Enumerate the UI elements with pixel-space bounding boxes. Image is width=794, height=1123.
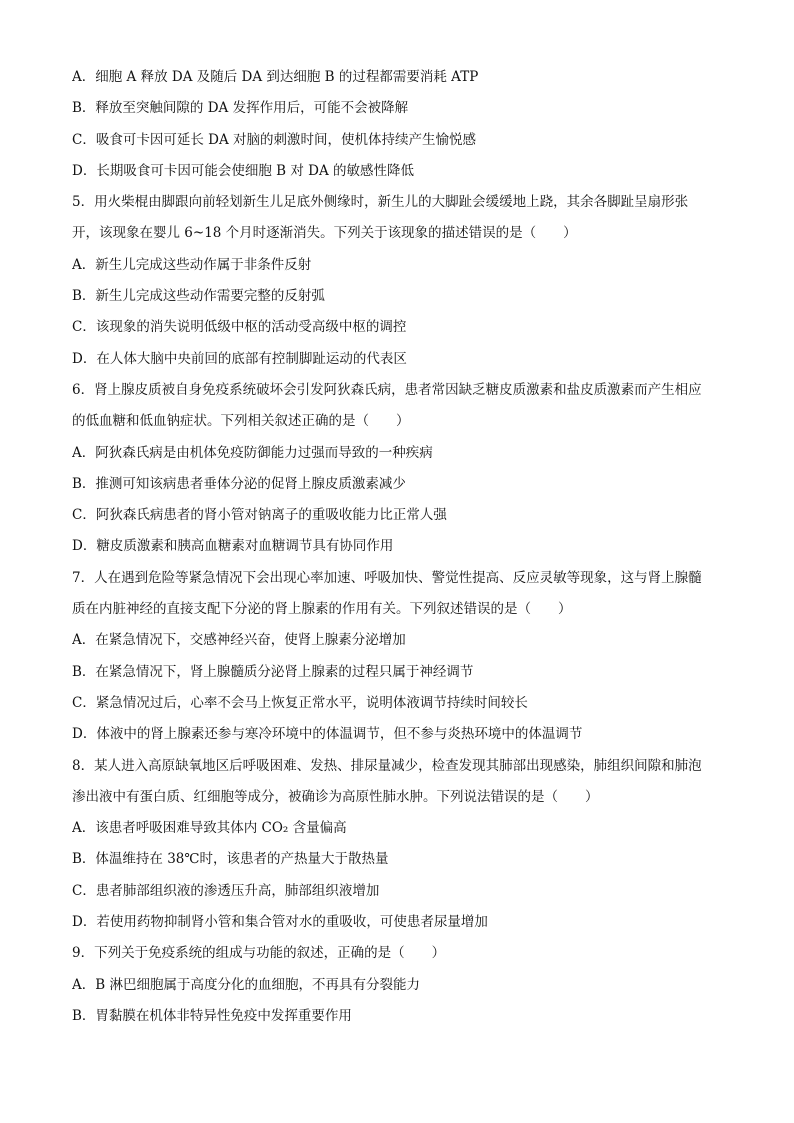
q8-option-d: D．若使用药物抑制肾小管和集合管对水的重吸收，可使患者尿量增加 <box>72 914 488 931</box>
exam-page <box>72 62 732 1032</box>
q6-option-a: A．阿狄森氏病是由机体免疫防御能力过强而导致的一种疾病 <box>72 444 433 461</box>
q6-stem-line-1: 6．肾上腺皮质被自身免疫系统破坏会引发阿狄森氏病，患者常因缺乏糖皮质激素和盐皮质激素而产生相应 <box>72 381 702 398</box>
q8-stem-line-2: 渗出液中有蛋白质、红细胞等成分，被确诊为高原性肺水肿。下列说法错误的是（ ） <box>72 788 599 805</box>
q7-option-b: B．在紧急情况下，肾上腺髓质分泌肾上腺素的过程只属于神经调节 <box>72 663 474 680</box>
q6-option-d: D．糖皮质激素和胰高血糖素对血糖调节具有协同作用 <box>72 538 394 555</box>
q7-option-c: C．紧急情况过后，心率不会马上恢复正常水平，说明体液调节持续时间较长 <box>72 694 528 711</box>
q7-stem-line-2: 质在内脏神经的直接支配下分泌的肾上腺素的作用有关。下列叙述错误的是（ ） <box>72 601 572 618</box>
q4-option-b: B．释放至突触间隙的 DA 发挥作用后，可能不会被降解 <box>72 100 409 117</box>
q5-option-c: C．该现象的消失说明低级中枢的活动受高级中枢的调控 <box>72 319 407 336</box>
q9-option-b: B．胃黏膜在机体非特异性免疫中发挥重要作用 <box>72 1007 352 1024</box>
q7-option-a: A．在紧急情况下，交感神经兴奋，使肾上腺素分泌增加 <box>72 632 406 649</box>
q4-option-a: A．细胞 A 释放 DA 及随后 DA 到达细胞 B 的过程都需要消耗 ATP <box>72 69 479 85</box>
q5-option-d: D．在人体大脑中央前回的底部有控制脚趾运动的代表区 <box>72 350 407 367</box>
q5-stem-line-1: 5．用火柴棍由脚跟向前轻划新生儿足底外侧缘时，新生儿的大脚趾会缓缓地上跷，其余各脚趾呈扇形张 <box>72 194 689 211</box>
q8-option-a: A．该患者呼吸困难导致其体内 CO₂ 含量偏高 <box>72 820 347 837</box>
q5-option-a: A．新生儿完成这些动作属于非条件反射 <box>72 256 312 273</box>
q9-stem: 9．下列关于免疫系统的组成与功能的叙述，正确的是（ ） <box>72 945 446 962</box>
q6-option-c: C．阿狄森氏病患者的肾小管对钠离子的重吸收能力比正常人强 <box>72 507 447 524</box>
q8-option-b: B．体温维持在 38℃时，该患者的产热量大于散热量 <box>72 851 389 868</box>
q7-stem-line-1: 7．人在遇到危险等紧急情况下会出现心率加速、呼吸加快、警觉性提高、反应灵敏等现象，这与肾上腺髓 <box>72 569 702 586</box>
q8-option-c: C．患者肺部组织液的渗透压升高，肺部组织液增加 <box>72 882 380 899</box>
q4-option-c: C．吸食可卡因可延长 DA 对脑的刺激时间，使机体持续产生愉悦感 <box>72 131 476 148</box>
q4-option-d: D．长期吸食可卡因可能会使细胞 B 对 DA 的敏感性降低 <box>72 162 414 179</box>
q5-stem-line-2: 开，该现象在婴儿 6~18 个月时逐渐消失。下列关于该现象的描述错误的是（ ） <box>72 225 577 242</box>
q9-option-a: A．B 淋巴细胞属于高度分化的血细胞，不再具有分裂能力 <box>72 976 420 993</box>
q6-option-b: B．推测可知该病患者垂体分泌的促肾上腺皮质激素减少 <box>72 475 406 492</box>
q6-stem-line-2: 的低血糖和低血钠症状。下列相关叙述正确的是（ ） <box>72 413 410 430</box>
q5-option-b: B．新生儿完成这些动作需要完整的反射弧 <box>72 288 325 305</box>
q7-option-d: D．体液中的肾上腺素还参与寒冷环境中的体温调节，但不参与炎热环境中的体温调节 <box>72 726 583 743</box>
q8-stem-line-1: 8．某人进入高原缺氧地区后呼吸困难、发热、排尿量减少，检查发现其肺部出现感染，肺组织间隙和肺泡 <box>72 757 702 774</box>
